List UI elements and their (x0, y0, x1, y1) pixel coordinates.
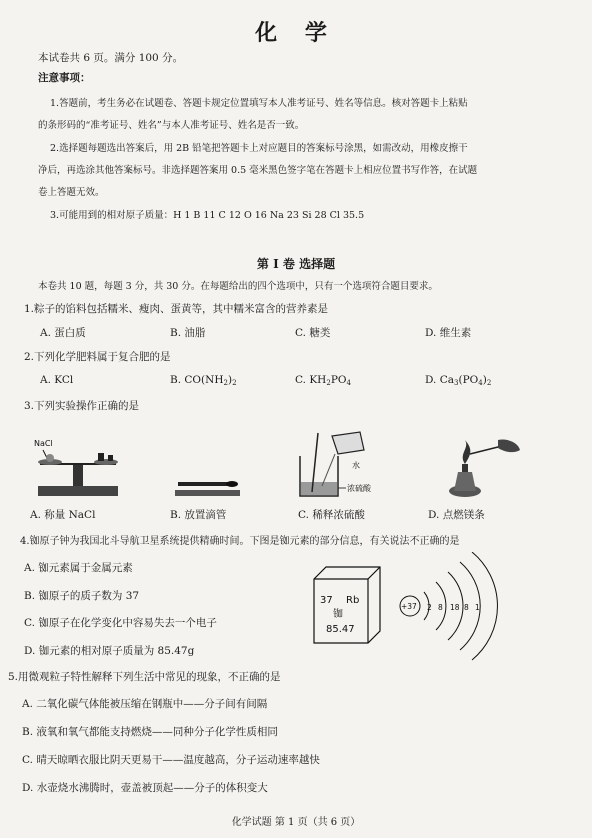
rubidium-element-tile (312, 565, 382, 645)
notice-item-2-line-1: 2.选择题每题选出答案后，用 2B 铅笔把答题卡上对应题目的答案标号涂黑，如需改动，用橡皮擦干 (50, 143, 468, 154)
dilute-acid-illustration (290, 428, 390, 503)
shell-1-electrons: 2 (427, 603, 432, 612)
exam-info: 本试卷共 6 页。满分 100 分。 (38, 52, 184, 64)
shell-2-electrons: 8 (438, 603, 443, 612)
q2-option-b-sub-2: 2 (232, 379, 237, 387)
tile-atomic-number: 37 (320, 595, 333, 606)
dropper-illustration (170, 472, 250, 502)
q3-option-a: A. 称量 NaCl (30, 509, 96, 521)
nucleus-charge: +37 (401, 602, 417, 611)
q4-option-b: B. 铷原子的质子数为 37 (24, 590, 140, 602)
q2-option-b (170, 374, 237, 387)
nacl-label: NaCl (34, 439, 53, 448)
exam-title: 化 学 (255, 20, 337, 46)
q2-option-d-part-2: (PO (458, 374, 479, 386)
q2-option-b-sub-1: 2 (223, 379, 228, 387)
tile-mass: 85.47 (326, 624, 355, 635)
q1-option-c: C. 糖类 (295, 327, 331, 339)
notice-item-2-line-3: 卷上答题无效。 (38, 187, 105, 198)
shell-3-electrons: 18 (450, 603, 460, 612)
q3-option-d: D. 点燃镁条 (428, 509, 485, 521)
notice-title: 注意事项： (38, 72, 91, 84)
q2-option-b-part-1: B. CO(NH (170, 374, 224, 386)
q5-option-b: B. 液氧和氧气都能支持燃烧——同种分子化学性质相同 (22, 726, 278, 738)
q2-option-a: A. KCl (40, 374, 74, 386)
q2-option-d-sub-3: 2 (486, 379, 492, 387)
q2-option-c (295, 374, 351, 387)
q2-option-c-sub-2: 4 (346, 379, 351, 387)
q1-option-d: D. 维生素 (425, 327, 472, 339)
q2-stem: 2.下列化学肥料属于复合肥的是 (24, 351, 171, 363)
shell-5-electrons: 1 (475, 603, 480, 612)
q5-option-a: A. 二氧化碳气体能被压缩在钢瓶中——分子间有间隔 (22, 698, 268, 710)
burning-magnesium-illustration (440, 436, 530, 501)
q4-option-d: D. 铷元素的相对原子质量为 85.47g (24, 645, 195, 657)
tile-symbol: Rb (346, 595, 360, 606)
q2-option-d (425, 374, 491, 387)
q4-stem: 4.铷原子钟为我国北斗导航卫星系统提供精确时间。下图是铷元素的部分信息，有关说法不正确的是 (20, 536, 460, 547)
notice-item-2-line-2: 净后，再选涂其他答案标号。非选择题答案用 0.5 毫米黑色签字笔在答题卡上相应位置书写作答，在试题 (38, 165, 478, 176)
q2-option-c-part-2: PO (330, 374, 347, 386)
q4-option-a: A. 铷元素属于金属元素 (24, 562, 133, 574)
water-label: 水 (352, 461, 360, 470)
q2-option-c-sub-1: 2 (326, 379, 331, 387)
notice-item-1-line-1: 1.答题前，考生务必在试题卷、答题卡规定位置填写本人准考证号、姓名等信息。核对答题卡上粘贴 (50, 98, 468, 109)
section-intro: 本卷共 10 题，每题 3 分，共 30 分。在每题给出的四个选项中，只有一个选项符合题目要求。 (38, 281, 438, 292)
q1-option-b: B. 油脂 (170, 327, 206, 339)
q2-option-d-sub-2: 4 (478, 379, 483, 387)
shell-4-electrons: 8 (464, 603, 469, 612)
balance-scale-illustration (28, 436, 128, 501)
q2-option-d-sub-1: 3 (454, 379, 459, 387)
rubidium-atom-structure (398, 552, 538, 662)
tile-name: 铷 (333, 609, 343, 620)
q1-stem: 1.粽子的馅料包括糯米、瘦肉、蛋黄等，其中糯米富含的营养素是 (24, 303, 329, 315)
q3-option-c: C. 稀释浓硫酸 (298, 509, 365, 521)
q5-option-c: C. 晴天晾晒衣服比阴天更易干——温度越高，分子运动速率越快 (22, 754, 320, 766)
q4-option-c: C. 铷原子在化学变化中容易失去一个电子 (24, 617, 217, 629)
q1-option-a: A. 蛋白质 (40, 327, 86, 339)
page-footer: 化学试题 第 1 页（共 6 页） (231, 817, 361, 828)
acid-label: 浓硫酸 (347, 484, 371, 493)
q2-option-c-part-1: C. KH (295, 374, 327, 386)
q5-option-d: D. 水壶烧水沸腾时，壶盖被顶起——分子的体积变大 (22, 782, 268, 794)
section-title: 第 I 卷 选择题 (256, 257, 336, 271)
notice-item-3: 3.可能用到的相对原子质量：H 1 B 11 C 12 O 16 Na 23 Si 28 Cl 35.5 (50, 210, 365, 221)
q5-stem: 5.用微观粒子特性解释下列生活中常见的现象，不正确的是 (8, 671, 281, 683)
q3-stem: 3.下列实验操作正确的是 (24, 400, 140, 412)
q3-option-b: B. 放置滴管 (170, 509, 227, 521)
q2-option-b-part-2: ) (227, 374, 233, 386)
notice-item-1-line-2: 的条形码的“准考证号、姓名”与本人准考证号、姓名是否一致。 (38, 120, 305, 131)
q2-option-d-part-1: D. Ca (425, 374, 455, 386)
q2-option-d-part-3: ) (482, 374, 487, 386)
